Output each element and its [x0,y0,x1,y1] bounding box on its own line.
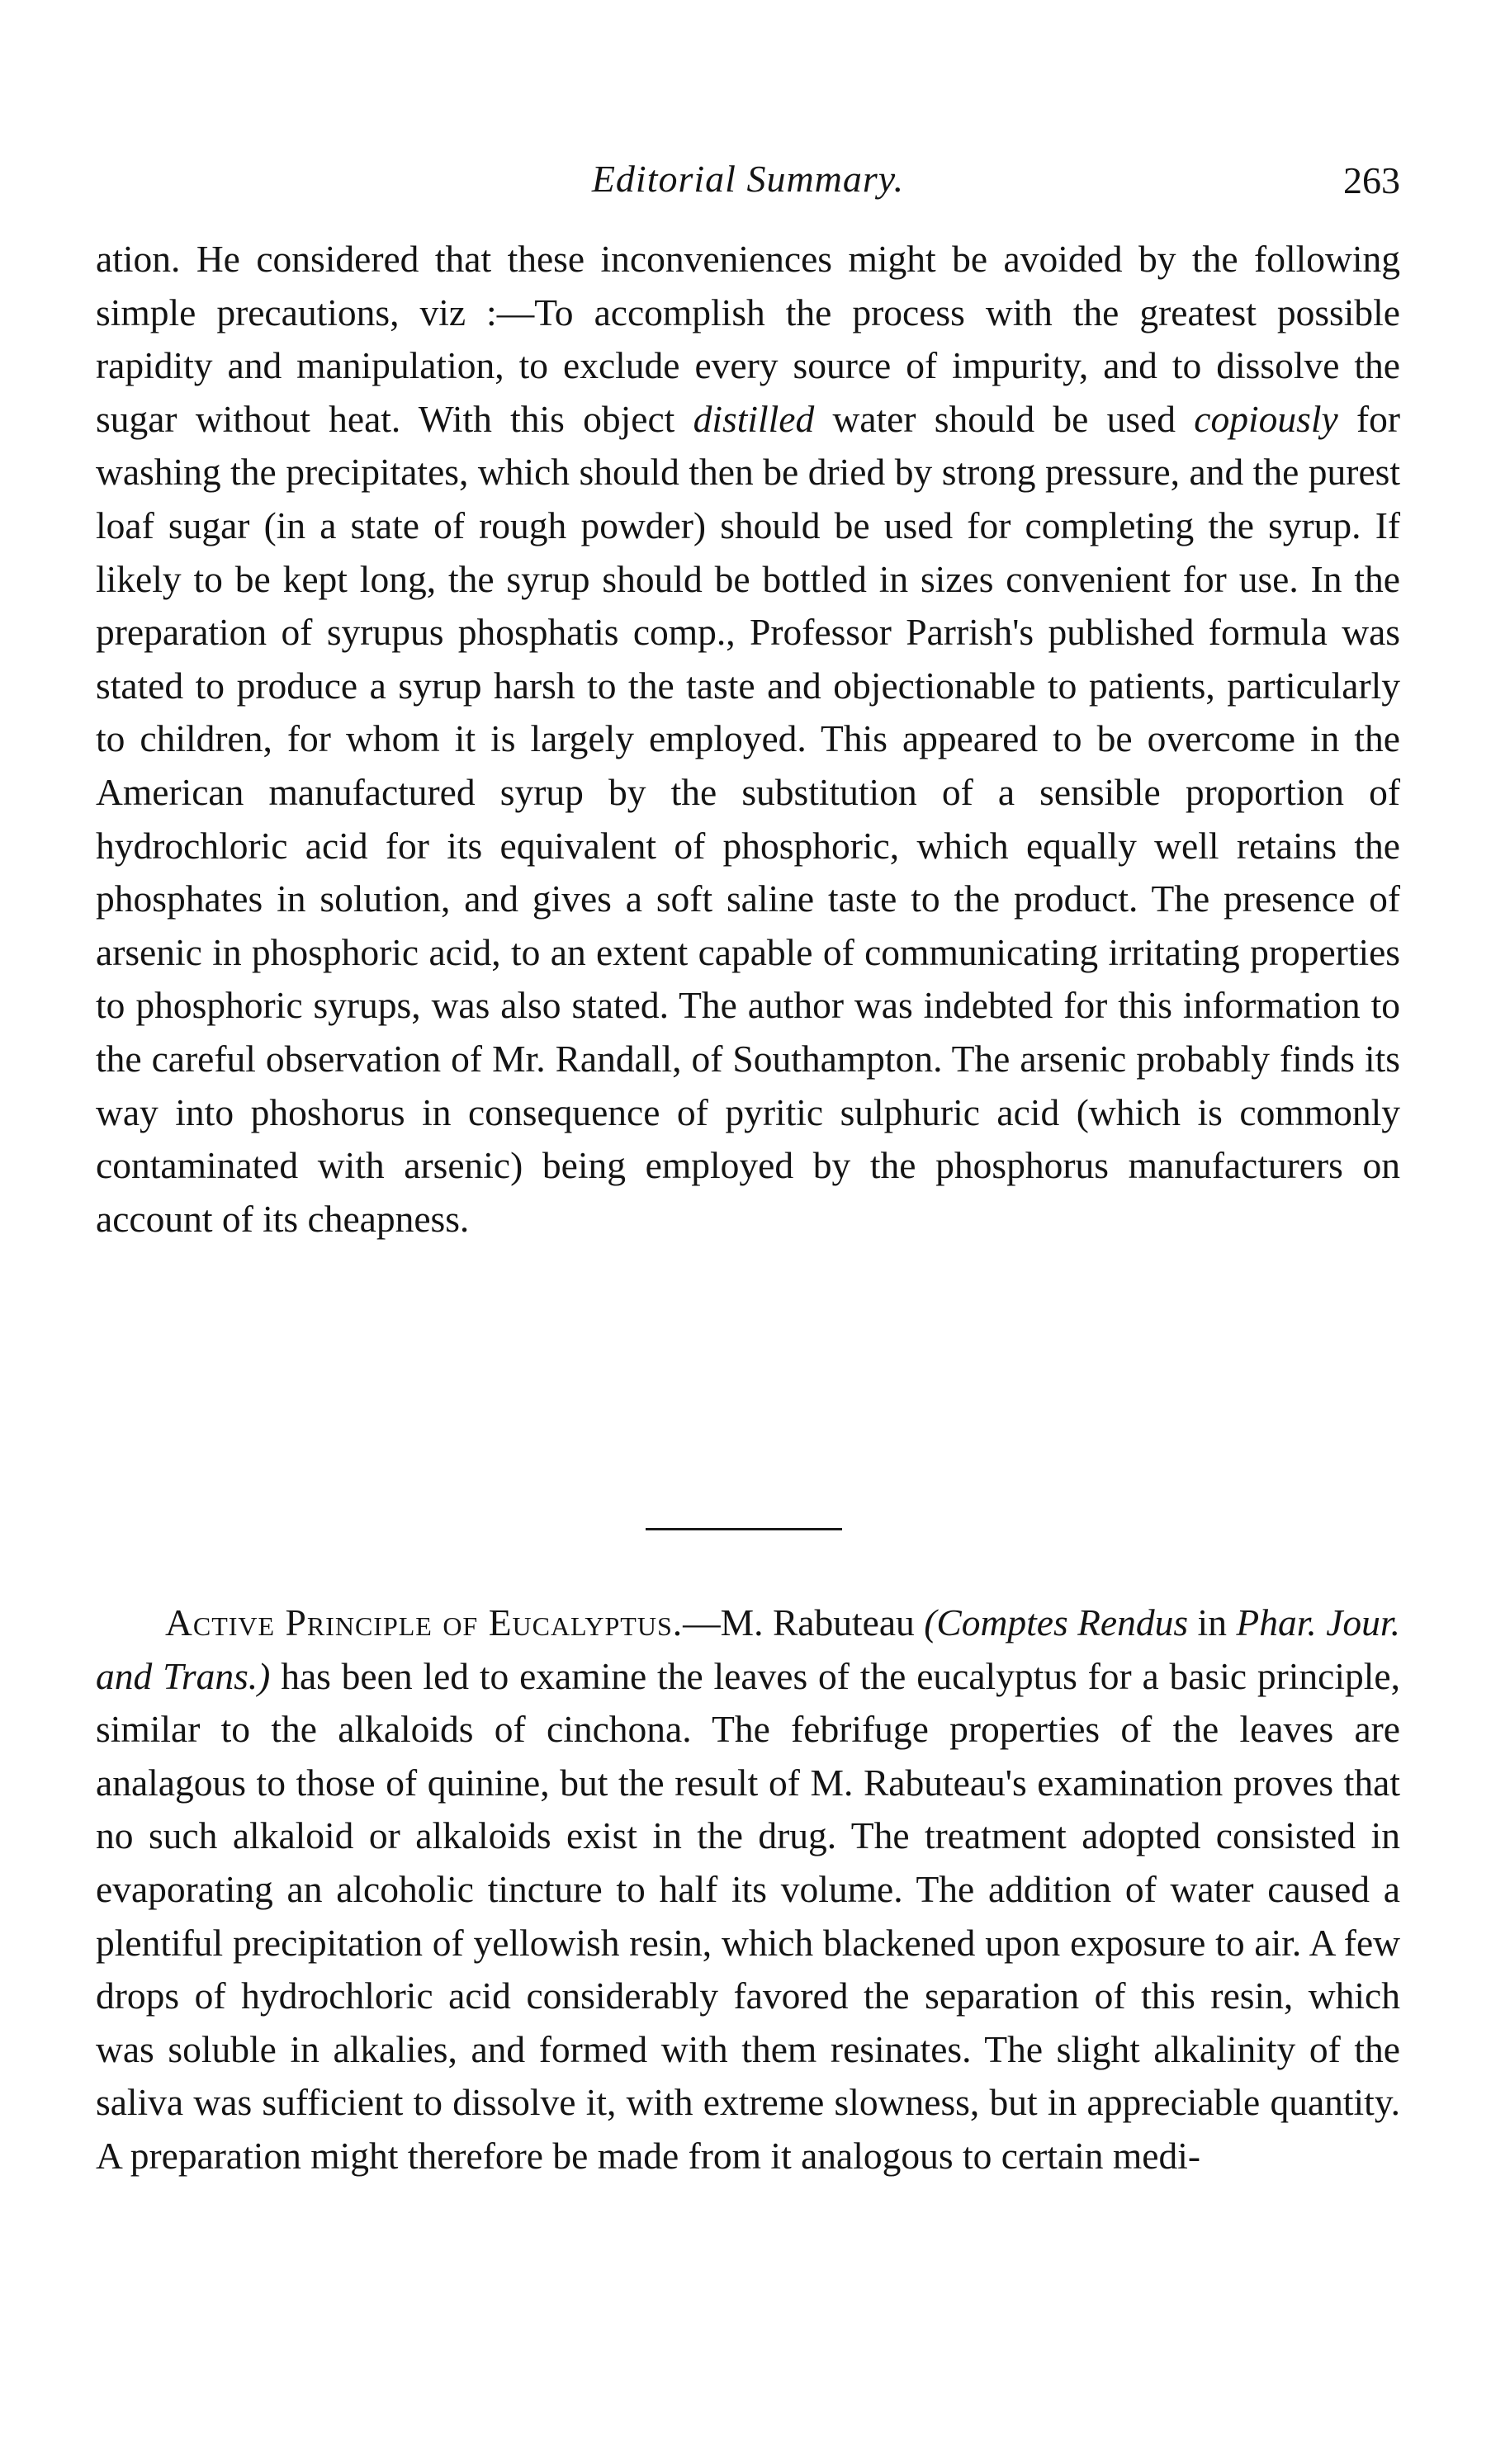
italic-run: distilled [693,397,815,440]
italic-run: (Comptes Rendus [924,1601,1189,1643]
text-run: in [1188,1601,1237,1643]
running-title: Editorial Summary. [591,158,905,200]
italic-run: copiously [1194,397,1338,440]
text-run: —M. Rabuteau [683,1601,925,1643]
running-head [96,157,1400,206]
paragraph-eucalyptus [96,1596,1400,2183]
text-run: for washing the precipitates, which should then be dried by strong pressure, and the purest loaf sugar (in a state of rough powder) should be used for completing the syrup. If likely to be kept long, the syrup should be bottled in sizes convenient for use. In the preparation of syrupus phosphatis comp., Professor Parrish's published formula was stated to produce a syrup harsh to the taste and objectionable to patients, particularly to children, for whom it is largely employed. This appeared to be overcome in the American manufactured syrup by the substitution of a sensible proportion of hydrochloric acid for its equivalent of phosphoric, which equally well retains the phosphates in solution, and gives a soft saline taste to the product. The presence of arsenic in phosphoric acid, to an extent capable of communicating irritating properties to phosphoric syrups, was also stated. The author was indebted for this information to the careful observation of Mr. Randall, of Southampton. The arsenic probably finds its way into phoshorus in consequence of pyritic sulphuric acid (which is commonly contaminated with arsenic) being employed by the phosphorus manufacturers on account of its cheapness. [96,397,1400,1240]
paragraph-continued [96,233,1400,1246]
text-run: water should be used [814,397,1195,440]
section-divider [646,1528,842,1530]
section-heading: Active Principle of Eucalyptus. [165,1601,684,1643]
text-run: ation. He considered that these inconveniences might be avoided by the following simple precautions, viz :—To accomplish the process with the greatest possible rapidity and manipulation, to exclude every source of impurity, and to dissolve the sugar without heat. With this object [96,238,1400,440]
text-run: has been led to examine the leaves of the eucalyptus for a basic principle, similar to the alkaloids of cinchona. The febrifuge properties of the leaves are analagous to those of quinine, but the result of M. Rabuteau's examination proves that no such alkaloid or alkaloids exist in the drug. The treatment adopted consisted in evaporating an alcoholic tincture to half its volume. The addition of water caused a plentiful precipitation of yellowish resin, which blackened upon exposure to air. A few drops of hydrochloric acid considerably favored the separation of this resin, which was soluble in alkalies, and formed with them resinates. The slight alkalinity of the saliva was sufficient to dissolve it, with extreme slowness, but in appreciable quantity. A preparation might therefore be made from it analogous to certain medi- [96,1654,1400,2177]
page-number: 263 [1343,159,1400,201]
italic-run: Phar. Jour. and Trans.) [96,1601,1400,1697]
